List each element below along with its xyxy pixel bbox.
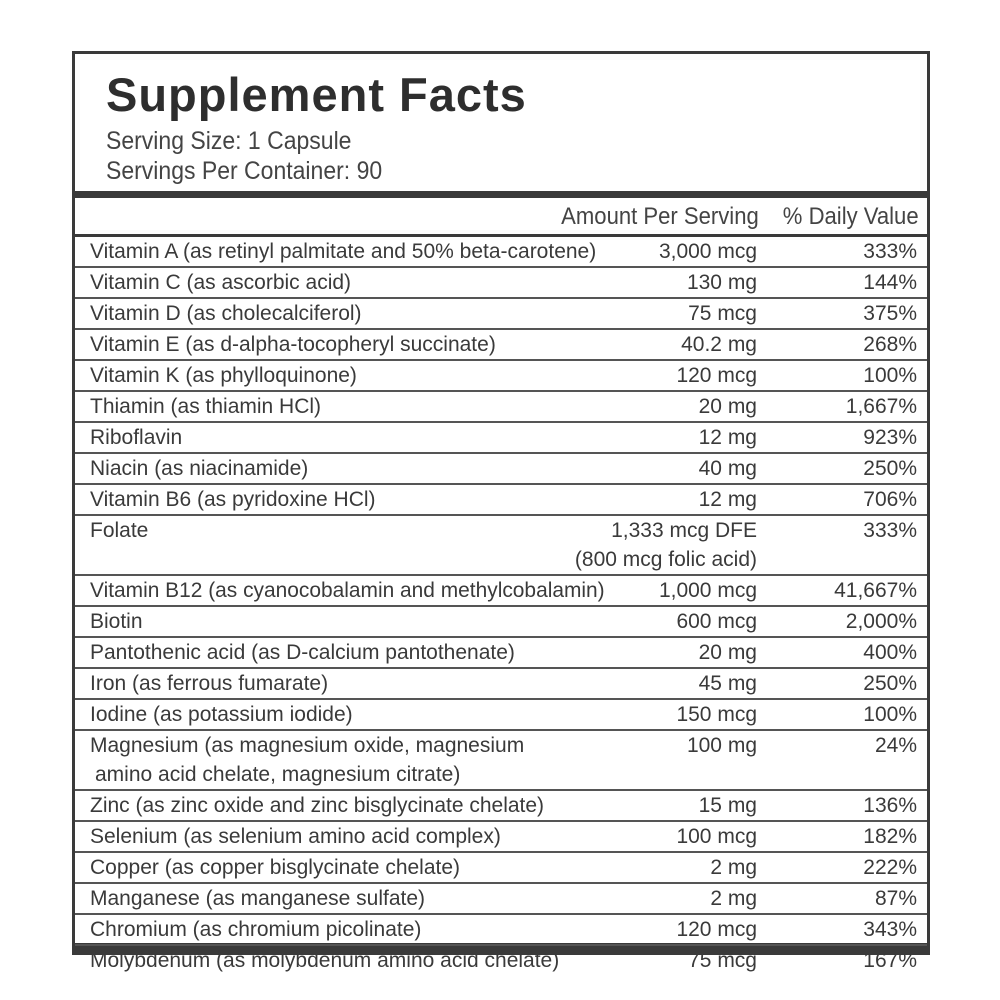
nutrient-row (75, 853, 927, 884)
amount-line: 1,333 mcg DFE (611, 519, 757, 542)
daily-value: 250% (863, 457, 917, 480)
daily-value: 100% (863, 364, 917, 387)
nutrient-name-line: Vitamin E (as d-alpha-tocopheryl succinate) (90, 333, 496, 356)
nutrient-name-line: Biotin (90, 610, 143, 633)
amount-line: 3,000 mcg (658, 240, 757, 263)
amount-per-serving (681, 330, 757, 359)
nutrient-name (90, 485, 376, 514)
daily-value: 222% (863, 856, 917, 879)
amount-line: 2 mg (710, 887, 757, 910)
nutrient-row (75, 946, 927, 975)
nutrient-name-line: Niacin (as niacinamide) (90, 457, 309, 480)
amount-per-serving (699, 791, 757, 820)
nutrient-name (90, 576, 607, 605)
amount-line: 120 mcg (676, 918, 757, 941)
nutrient-row (75, 669, 927, 700)
nutrient-name-line: Iodine (as potassium iodide) (90, 703, 353, 726)
nutrient-name-line: Zinc (as zinc oxide and zinc bisglycinate chelate) (90, 794, 545, 817)
nutrient-name (90, 607, 143, 636)
nutrient-name (90, 946, 559, 975)
nutrient-name-line: Vitamin A (as retinyl palmitate and 50% beta-carotene) (90, 240, 597, 263)
daily-value: 333% (863, 240, 917, 263)
nutrient-name (90, 700, 353, 729)
amount-per-serving (676, 361, 757, 390)
amount-line: 40 mg (698, 457, 757, 480)
daily-value: 144% (863, 271, 917, 294)
amount-per-serving (699, 423, 757, 452)
nutrient-name (90, 791, 544, 820)
nutrient-row (75, 392, 927, 423)
amount-per-serving (699, 485, 757, 514)
nutrient-name (90, 669, 328, 698)
amount-per-serving (710, 853, 757, 882)
amount-per-serving (699, 454, 757, 483)
nutrient-name (90, 237, 596, 266)
daily-value: 182% (863, 825, 917, 848)
amount-per-serving (676, 607, 757, 636)
nutrient-name-line: Vitamin B12 (as cyanocobalamin and methylcobalamin) (90, 579, 605, 602)
amount-line: 1,000 mcg (658, 579, 757, 602)
amount-line: 75 mcg (688, 302, 757, 325)
nutrient-name-line: Vitamin B6 (as pyridoxine HCl) (90, 488, 376, 511)
panel-title: Supplement Facts (106, 68, 527, 121)
nutrient-name (90, 516, 148, 545)
nutrient-name-line: Manganese (as manganese sulfate) (90, 887, 426, 910)
amount-line: 130 mg (686, 271, 757, 294)
nutrient-row (75, 299, 927, 330)
daily-value: 2,000% (845, 610, 917, 633)
nutrient-name-line: Iron (as ferrous fumarate) (90, 672, 329, 695)
amount-per-serving (687, 731, 757, 760)
nutrient-name (90, 822, 501, 851)
nutrient-name (90, 853, 460, 882)
amount-per-serving (676, 822, 757, 851)
amount-line: 120 mcg (676, 364, 757, 387)
nutrient-name (90, 731, 524, 789)
nutrient-name (90, 884, 425, 913)
amount-per-serving (659, 576, 757, 605)
servings-per-container: Servings Per Container: 90 (106, 157, 383, 185)
nutrient-row (75, 731, 927, 791)
nutrient-name (90, 361, 357, 390)
nutrient-name (90, 330, 496, 359)
daily-value: 41,667% (834, 579, 917, 602)
nutrient-name-line: Vitamin C (as ascorbic acid) (90, 271, 352, 294)
amount-line: 15 mg (698, 794, 757, 817)
nutrient-name-line: Thiamin (as thiamin HCl) (90, 395, 322, 418)
amount-per-serving (688, 299, 757, 328)
supplement-facts-panel (72, 51, 930, 972)
daily-value: 250% (863, 672, 917, 695)
nutrient-row (75, 237, 927, 268)
column-header-daily-value: % Daily Value (783, 203, 919, 230)
nutrient-row (75, 361, 927, 392)
amount-line: 12 mg (698, 488, 757, 511)
daily-value: 24% (874, 734, 917, 757)
nutrient-name (90, 268, 351, 297)
nutrient-row (75, 485, 927, 516)
nutrient-name-line: Copper (as copper bisglycinate chelate) (90, 856, 461, 879)
daily-value: 136% (863, 794, 917, 817)
amount-per-serving (699, 669, 757, 698)
amount-line: 600 mcg (676, 610, 757, 633)
nutrient-name-line: Chromium (as chromium picolinate) (90, 918, 422, 941)
nutrient-row (75, 822, 927, 853)
nutrient-row (75, 607, 927, 638)
amount-line: 20 mg (698, 395, 757, 418)
daily-value: 167% (863, 949, 917, 972)
amount-line: 100 mg (686, 734, 757, 757)
nutrient-name-line: Vitamin D (as cholecalciferol) (90, 302, 362, 325)
daily-value: 268% (863, 333, 917, 356)
serving-size: Serving Size: 1 Capsule (106, 127, 352, 155)
nutrient-name-line: Vitamin K (as phylloquinone) (90, 364, 357, 387)
daily-value: 923% (863, 426, 917, 449)
amount-per-serving (710, 884, 757, 913)
nutrient-name-line: Riboflavin (90, 426, 183, 449)
nutrient-row (75, 884, 927, 915)
amount-per-serving (676, 700, 757, 729)
nutrient-name (90, 915, 421, 944)
amount-per-serving (699, 392, 757, 421)
nutrient-table (75, 237, 927, 975)
amount-per-serving (575, 516, 757, 574)
nutrient-row (75, 576, 927, 607)
nutrient-row (75, 516, 927, 576)
nutrient-name-line: Magnesium (as magnesium oxide, magnesium (90, 734, 525, 757)
nutrient-row (75, 915, 927, 946)
nutrient-row (75, 330, 927, 361)
nutrient-name-line: Molybdenum (as molybdenum amino acid chelate) (90, 949, 560, 972)
daily-value: 333% (863, 519, 917, 542)
amount-line: 40.2 mg (681, 333, 757, 356)
daily-value: 400% (863, 641, 917, 664)
nutrient-name (90, 423, 182, 452)
amount-per-serving (699, 638, 757, 667)
daily-value: 706% (863, 488, 917, 511)
nutrient-row (75, 700, 927, 731)
amount-line: (800 mcg folic acid) (574, 548, 757, 571)
amount-per-serving (659, 237, 757, 266)
daily-value: 343% (863, 918, 917, 941)
amount-line: 75 mcg (688, 949, 757, 972)
nutrient-row (75, 423, 927, 454)
nutrient-row (75, 454, 927, 485)
nutrient-name-line: amino acid chelate, magnesium citrate) (95, 763, 461, 786)
nutrient-row (75, 268, 927, 299)
nutrient-name-line: Selenium (as selenium amino acid complex) (90, 825, 501, 848)
column-header-amount: Amount Per Serving (561, 203, 759, 230)
amount-line: 2 mg (710, 856, 757, 879)
nutrient-row (75, 638, 927, 669)
amount-per-serving (687, 268, 757, 297)
daily-value: 100% (863, 703, 917, 726)
nutrient-name (90, 638, 515, 667)
nutrient-name (90, 392, 321, 421)
daily-value: 87% (874, 887, 917, 910)
daily-value: 1,667% (845, 395, 917, 418)
nutrient-row (75, 791, 927, 822)
amount-line: 150 mcg (676, 703, 757, 726)
nutrient-name (90, 299, 362, 328)
amount-per-serving (676, 915, 757, 944)
thick-divider (75, 191, 927, 198)
nutrient-name (90, 454, 308, 483)
amount-line: 100 mcg (676, 825, 757, 848)
amount-per-serving (688, 946, 757, 975)
amount-line: 45 mg (698, 672, 757, 695)
amount-line: 20 mg (698, 641, 757, 664)
amount-line: 12 mg (698, 426, 757, 449)
daily-value: 375% (863, 302, 917, 325)
nutrient-name-line: Folate (90, 519, 149, 542)
nutrient-name-line: Pantothenic acid (as D-calcium pantothenate) (90, 641, 515, 664)
